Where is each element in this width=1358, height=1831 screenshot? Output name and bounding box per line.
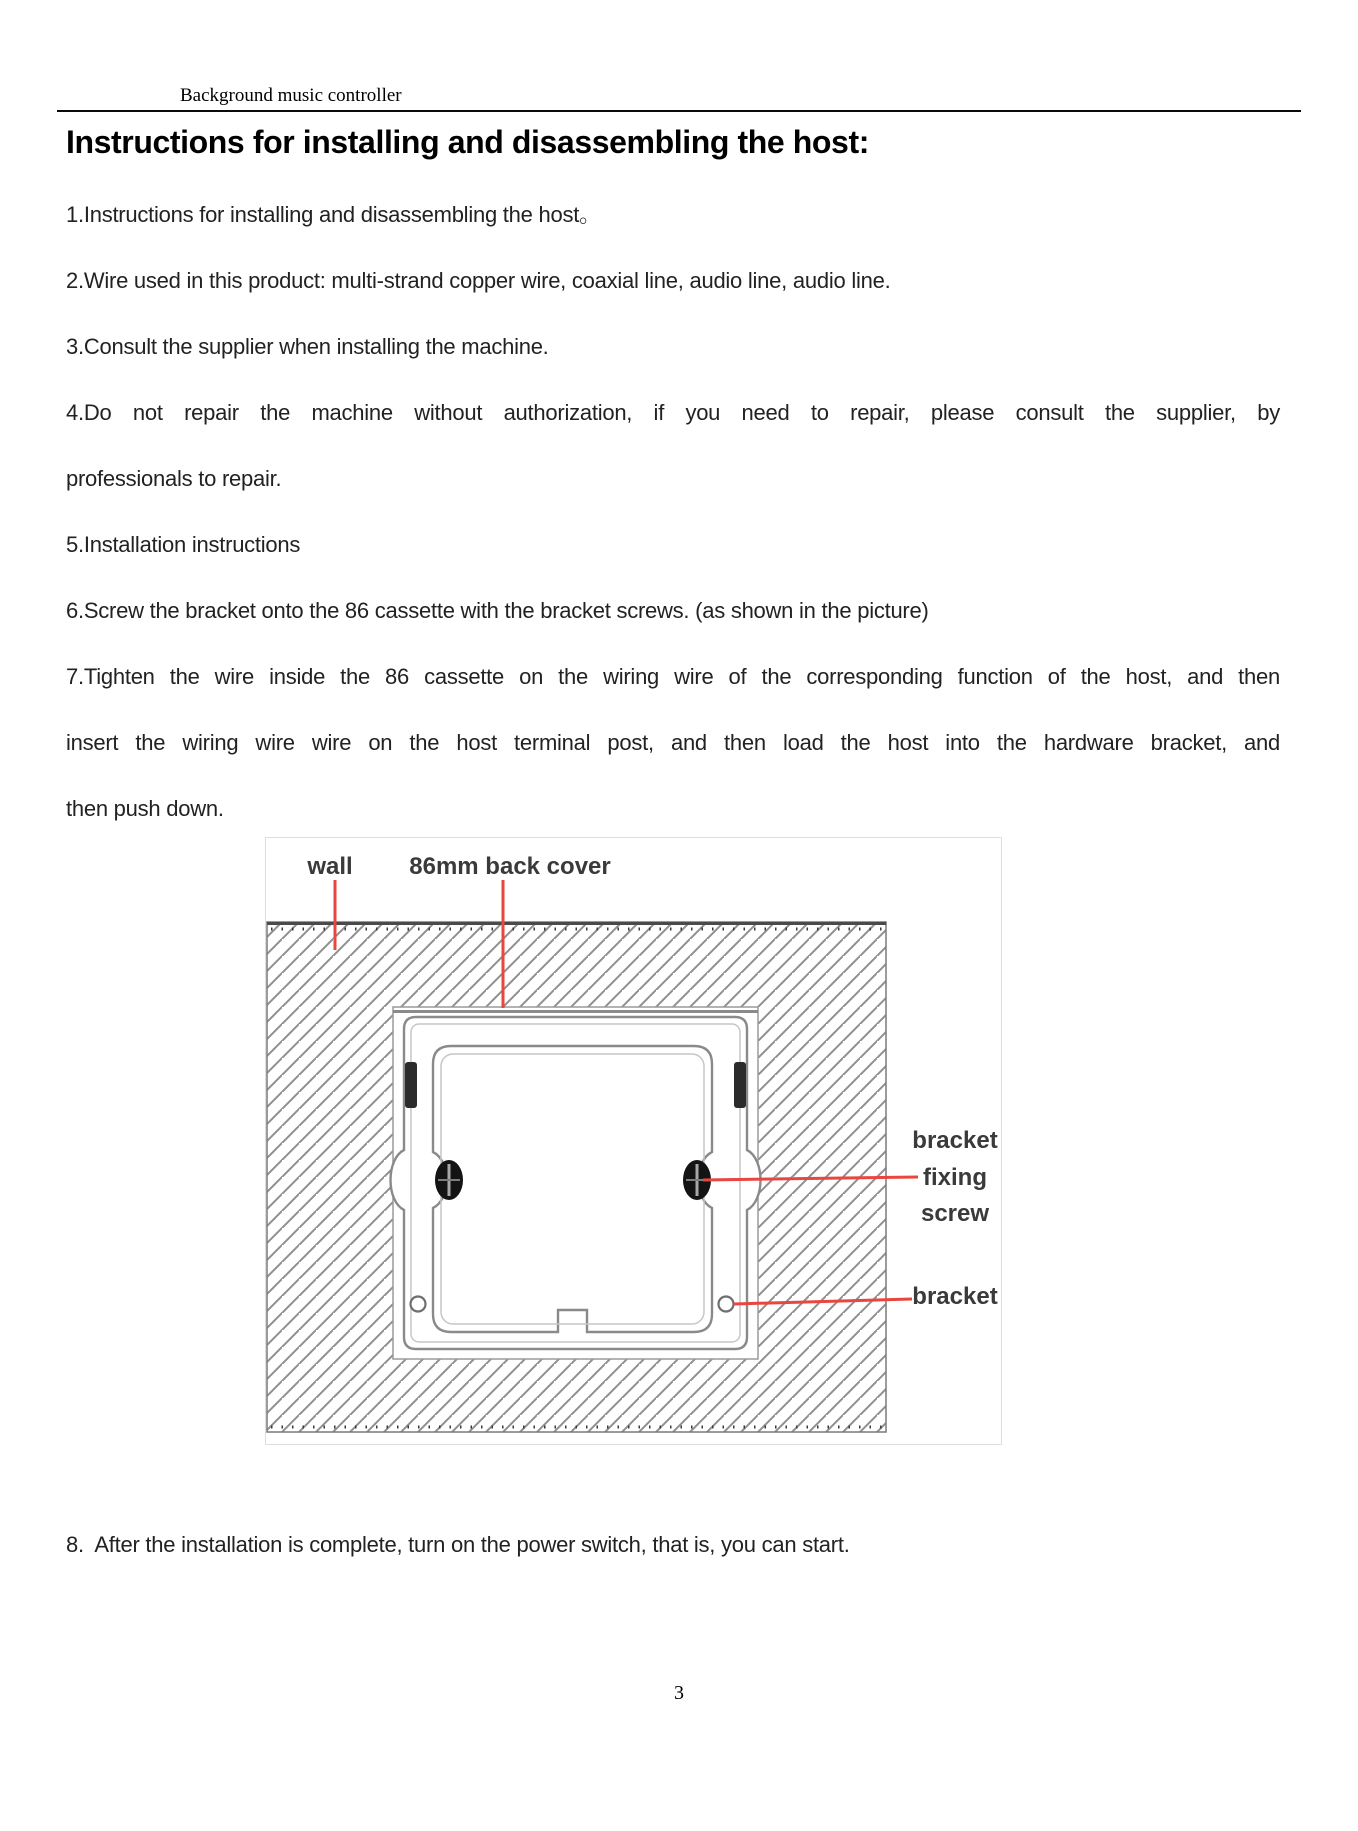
- bracket-hole-right: [719, 1297, 734, 1312]
- list-item-4-line-1: 4.Do not repair the machine without authorization, if you need to repair, please consult the supplier, by: [66, 400, 1280, 425]
- running-header: Background music controller: [180, 85, 402, 106]
- list-item-7-line-2: insert the wiring wire wire on the host terminal post, and then load the host into the hardware bracket, and: [66, 730, 1280, 755]
- header-rule: [57, 110, 1301, 112]
- list-item-4-line-2: professionals to repair.: [66, 466, 282, 491]
- label-fixing-screw-line-3: screw: [920, 1200, 990, 1227]
- list-item-7-line-1: 7.Tighten the wire inside the 86 cassette on the wiring wire of the corresponding function of the host, and then: [66, 664, 1280, 689]
- clip-right: [734, 1062, 746, 1108]
- list-item-5: 5.Installation instructions: [66, 532, 301, 557]
- list-item-8: 8. After the installation is complete, turn on the power switch, that is, you can start.: [66, 1532, 850, 1557]
- 86-cassette-bracket-figure: [265, 837, 1002, 1445]
- page-title: Instructions for installing and disassembling the host:: [66, 124, 869, 160]
- page-number: 3: [674, 1682, 684, 1704]
- installation-diagram: [265, 837, 1002, 1445]
- label-fixing-screw-line-1: bracket: [912, 1127, 998, 1154]
- instruction-list: [66, 182, 1280, 842]
- list-item-3: 3.Consult the supplier when installing the machine.: [66, 334, 549, 359]
- label-fixing-screw-line-2: fixing: [923, 1164, 987, 1191]
- bracket-hole-left: [411, 1297, 426, 1312]
- bracket-inner-frame: [433, 1046, 712, 1332]
- list-item-1: 1.Instructions for installing and disassembling the host。: [66, 202, 601, 227]
- label-wall: wall: [307, 853, 353, 880]
- list-item-7-line-3: then push down.: [66, 796, 224, 821]
- clip-left: [405, 1062, 417, 1108]
- label-back-cover: 86mm back cover: [409, 853, 611, 880]
- label-bracket: bracket: [912, 1283, 998, 1310]
- list-item-2: 2.Wire used in this product: multi-strand copper wire, coaxial line, audio line, audio line.: [66, 268, 891, 293]
- list-item-6: 6.Screw the bracket onto the 86 cassette with the bracket screws. (as shown in the picture): [66, 598, 929, 623]
